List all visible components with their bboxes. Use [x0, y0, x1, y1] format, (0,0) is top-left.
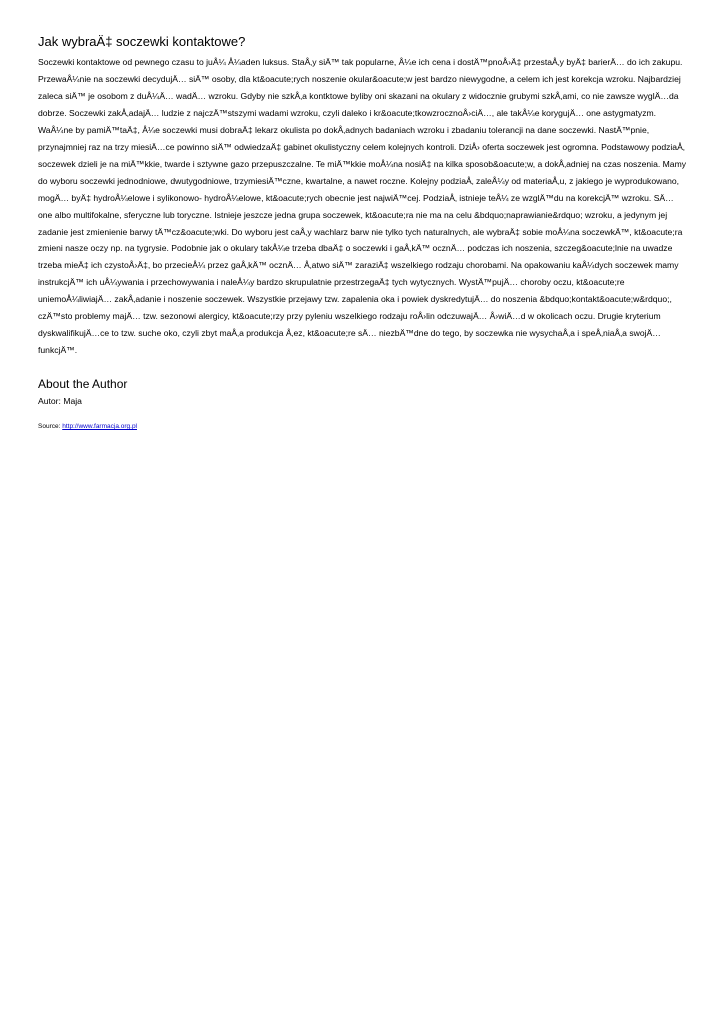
article-title: Jak wybraÄ‡ soczewki kontaktowe?	[38, 34, 246, 49]
source-link[interactable]: http://www.farmacja.org.pl	[62, 423, 137, 431]
article-body: Soczewki kontaktowe od pewnego czasu to juÅ¼ Å¼aden luksus. StaÅ‚y siÄ™ tak popularne, Å¼e ich cena i dostÄ™pnoÅ›Ä‡ przestaÅ‚y byÄ‡ barierÄ… do ich zakupu. PrzewaÅ¼nie na soczewki decydujÄ… siÄ™ osoby, dla kt&oacute;rych noszenie okular&oacute;w jest bardzo niewygodne, a celem ich jest korekcja wzroku. Najbardziej zaleca siÄ™ je osobom z duÅ¼Ä… wadÄ… wzroku. Gdyby nie szkÅ‚a kontktowe byliby oni skazani na okulary z widocznie grubymi szkÅ‚ami, co nie zawsze wyglÄ…da dobrze. Soczewki zakÅ‚adajÄ… ludzie z najczÄ™stszymi wadami wzroku, czyli daleko i kr&oacute;tkowzrocznoÅ›ciÄ…, ale takÅ¼e korygujÄ… one astygmatyzm. WaÅ¼ne by pamiÄ™taÄ‡, Å¼e soczewki musi dobraÄ‡ lekarz okulista po dokÅ‚adnych badaniach wzroku i zbadaniu tolerancji na dane soczewki. NastÄ™pnie, przynajmniej raz na trzy miesiÄ…ce powinno siÄ™ odwiedzaÄ‡ gabinet okulistyczny celem kolejnych kontroli. DziÅ› oferta soczewek jest ogromna. Podstawowy podziaÅ‚ soczewek dzieli je na miÄ™kkie, twarde i sztywne gazo przepuszczalne. Te miÄ™kkie moÅ¼na nosiÄ‡ na kilka sposob&oacute;w, a dokÅ‚adniej na czas noszenia. Mamy do wyboru soczewki jednodniowe, dwutygodniowe, trzymiesiÄ™czne, kwartalne, a nawet roczne. Kolejny podziaÅ‚ zaleÅ¼y od materiaÅ‚u, z jakiego je wyprodukowano, mogÄ… byÄ‡ hydroÅ¼elowe i sylikonowo- hydroÅ¼elowe, kt&oacute;rych obecnie jest najwiÄ™cej. PodziaÅ‚ istnieje teÅ¼ ze wzglÄ™du na korekcjÄ™ wzroku. SÄ… one albo multifokalne, sferyczne lub toryczne. Istnieje jeszcze jedna grupa soczewek, kt&oacute;ra nie ma na celu &bdquo;naprawianie&rdquo; wzroku, a jedynym jej zadanie jest zmienienie barwy tÄ™cz&oacute;wki. Do wyboru jest caÅ‚y wachlarz barw nie tylko tych naturalnych, ale wybraÄ‡ sobie moÅ¼na soczewkÄ™, kt&oacute;ra zmieni nasze oczy np. na tygrysie. Podobnie jak o okulary takÅ¼e trzeba dbaÄ‡ o soczewki i gaÅ‚kÄ™ ocznÄ… podczas ich noszenia, szczeg&oacute;lnie na uwadze trzeba mieÄ‡ ich czystoÅ›Ä‡, bo przecieÅ¼ przez gaÅ‚kÄ™ ocznÄ… Å‚atwo siÄ™ zaraziÄ‡ wszelkiego rodzaju chorobami. Na opakowaniu kaÅ¼dych soczewek mamy instrukcjÄ™ ich uÅ¼ywania i przechowywania i naleÅ¼y bardzo skrupulatnie przestrzegaÄ‡ tych wytycznych. WystÄ™pujÄ… choroby oczu, kt&oacute;re uniemoÅ¼liwiajÄ… zakÅ‚adanie i noszenie soczewek. Wszystkie przejawy tzw. zapalenia oka i powiek dyskredytujÄ… do noszenia &bdquo;kontakt&oacute;w&rdquo;, czÄ™sto problemy majÄ… tzw. sezonowi alergicy, kt&oacute;rzy przy pyleniu wszelkiego rodzaju roÅ›lin odczuwajÄ… Å›wiÄ…d w okolicach oczu. Drugie kryterium dyskwalifikujÄ…ce to tzw. suche oko, czyli zbyt maÅ‚a produkcja Å‚ez, kt&oacute;re sÄ… niezbÄ™dne do tego, by soczewka nie wysychaÅ‚a i speÅ‚niaÅ‚a swojÄ… funkcjÄ™.	[38, 57, 687, 356]
author-line: Autor: Maja	[38, 396, 82, 407]
about-author-heading: About the Author	[38, 377, 128, 392]
source-line	[38, 422, 690, 431]
source-label: Source:	[38, 423, 63, 431]
document-page	[38, 34, 690, 431]
